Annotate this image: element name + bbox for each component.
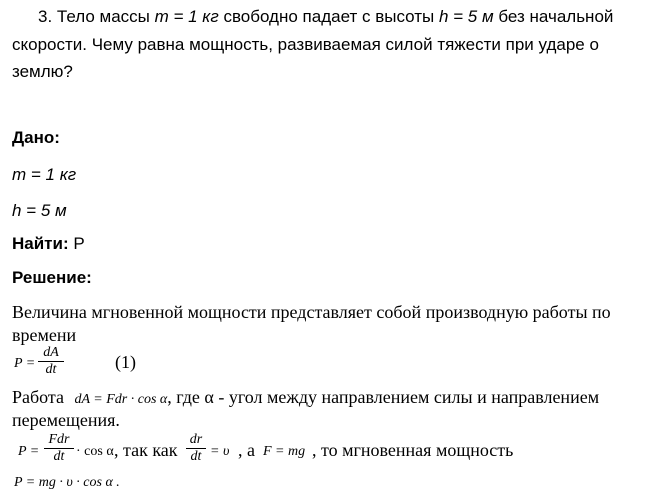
solution-text-line-1: Величина мгновенной мощности представляет собой производную работы по bbox=[12, 302, 611, 322]
eq1-lhs: P = bbox=[14, 356, 36, 371]
eq2-fraction: Fdr dt bbox=[44, 432, 74, 465]
given-height: h = 5 м bbox=[12, 201, 67, 220]
eq1-fraction: dA dt bbox=[38, 345, 64, 378]
given-mass: m = 1 кг bbox=[12, 165, 77, 184]
eq2-velocity: = υ bbox=[210, 444, 230, 459]
eq2-text-1: , так как bbox=[114, 440, 178, 460]
find-value: P bbox=[68, 234, 85, 253]
eq2-text-2: , а bbox=[238, 440, 255, 460]
eq2-lhs: P = bbox=[18, 444, 40, 459]
work-formula: dA = Fdr · cos α bbox=[74, 392, 168, 407]
work-line: Работа dA = Fdr · cos α, где α - угол между направлением силы и направлением bbox=[12, 387, 600, 407]
final-formula: P = mg · υ · cos α . bbox=[14, 475, 120, 490]
eq2-fraction-2: dr dt bbox=[186, 432, 206, 465]
eq1-number: (1) bbox=[115, 352, 136, 372]
eq2-force: F = mg bbox=[263, 444, 306, 459]
solution-text-line-2: времени bbox=[12, 325, 77, 345]
solution-heading: Решение: bbox=[12, 268, 92, 287]
eq2-cos: · cos α bbox=[76, 444, 114, 459]
problem-line-2: скорости. Чему равна мощность, развиваемая силой тяжести при ударе о bbox=[12, 35, 599, 54]
find-heading: Найти: bbox=[12, 234, 69, 253]
mass-value: m = 1 кг bbox=[154, 7, 219, 26]
work-line-2: перемещения. bbox=[12, 410, 120, 430]
problem-line-1: 3. Тело массы m = 1 кг свободно падает с высоты h = 5 м без начальной bbox=[38, 7, 614, 26]
problem-line-3: землю? bbox=[12, 62, 73, 81]
given-heading: Дано: bbox=[12, 128, 60, 147]
eq2-text-3: , то мгновенная мощность bbox=[312, 440, 514, 460]
find-line bbox=[12, 234, 85, 254]
height-value: h = 5 м bbox=[438, 7, 494, 26]
